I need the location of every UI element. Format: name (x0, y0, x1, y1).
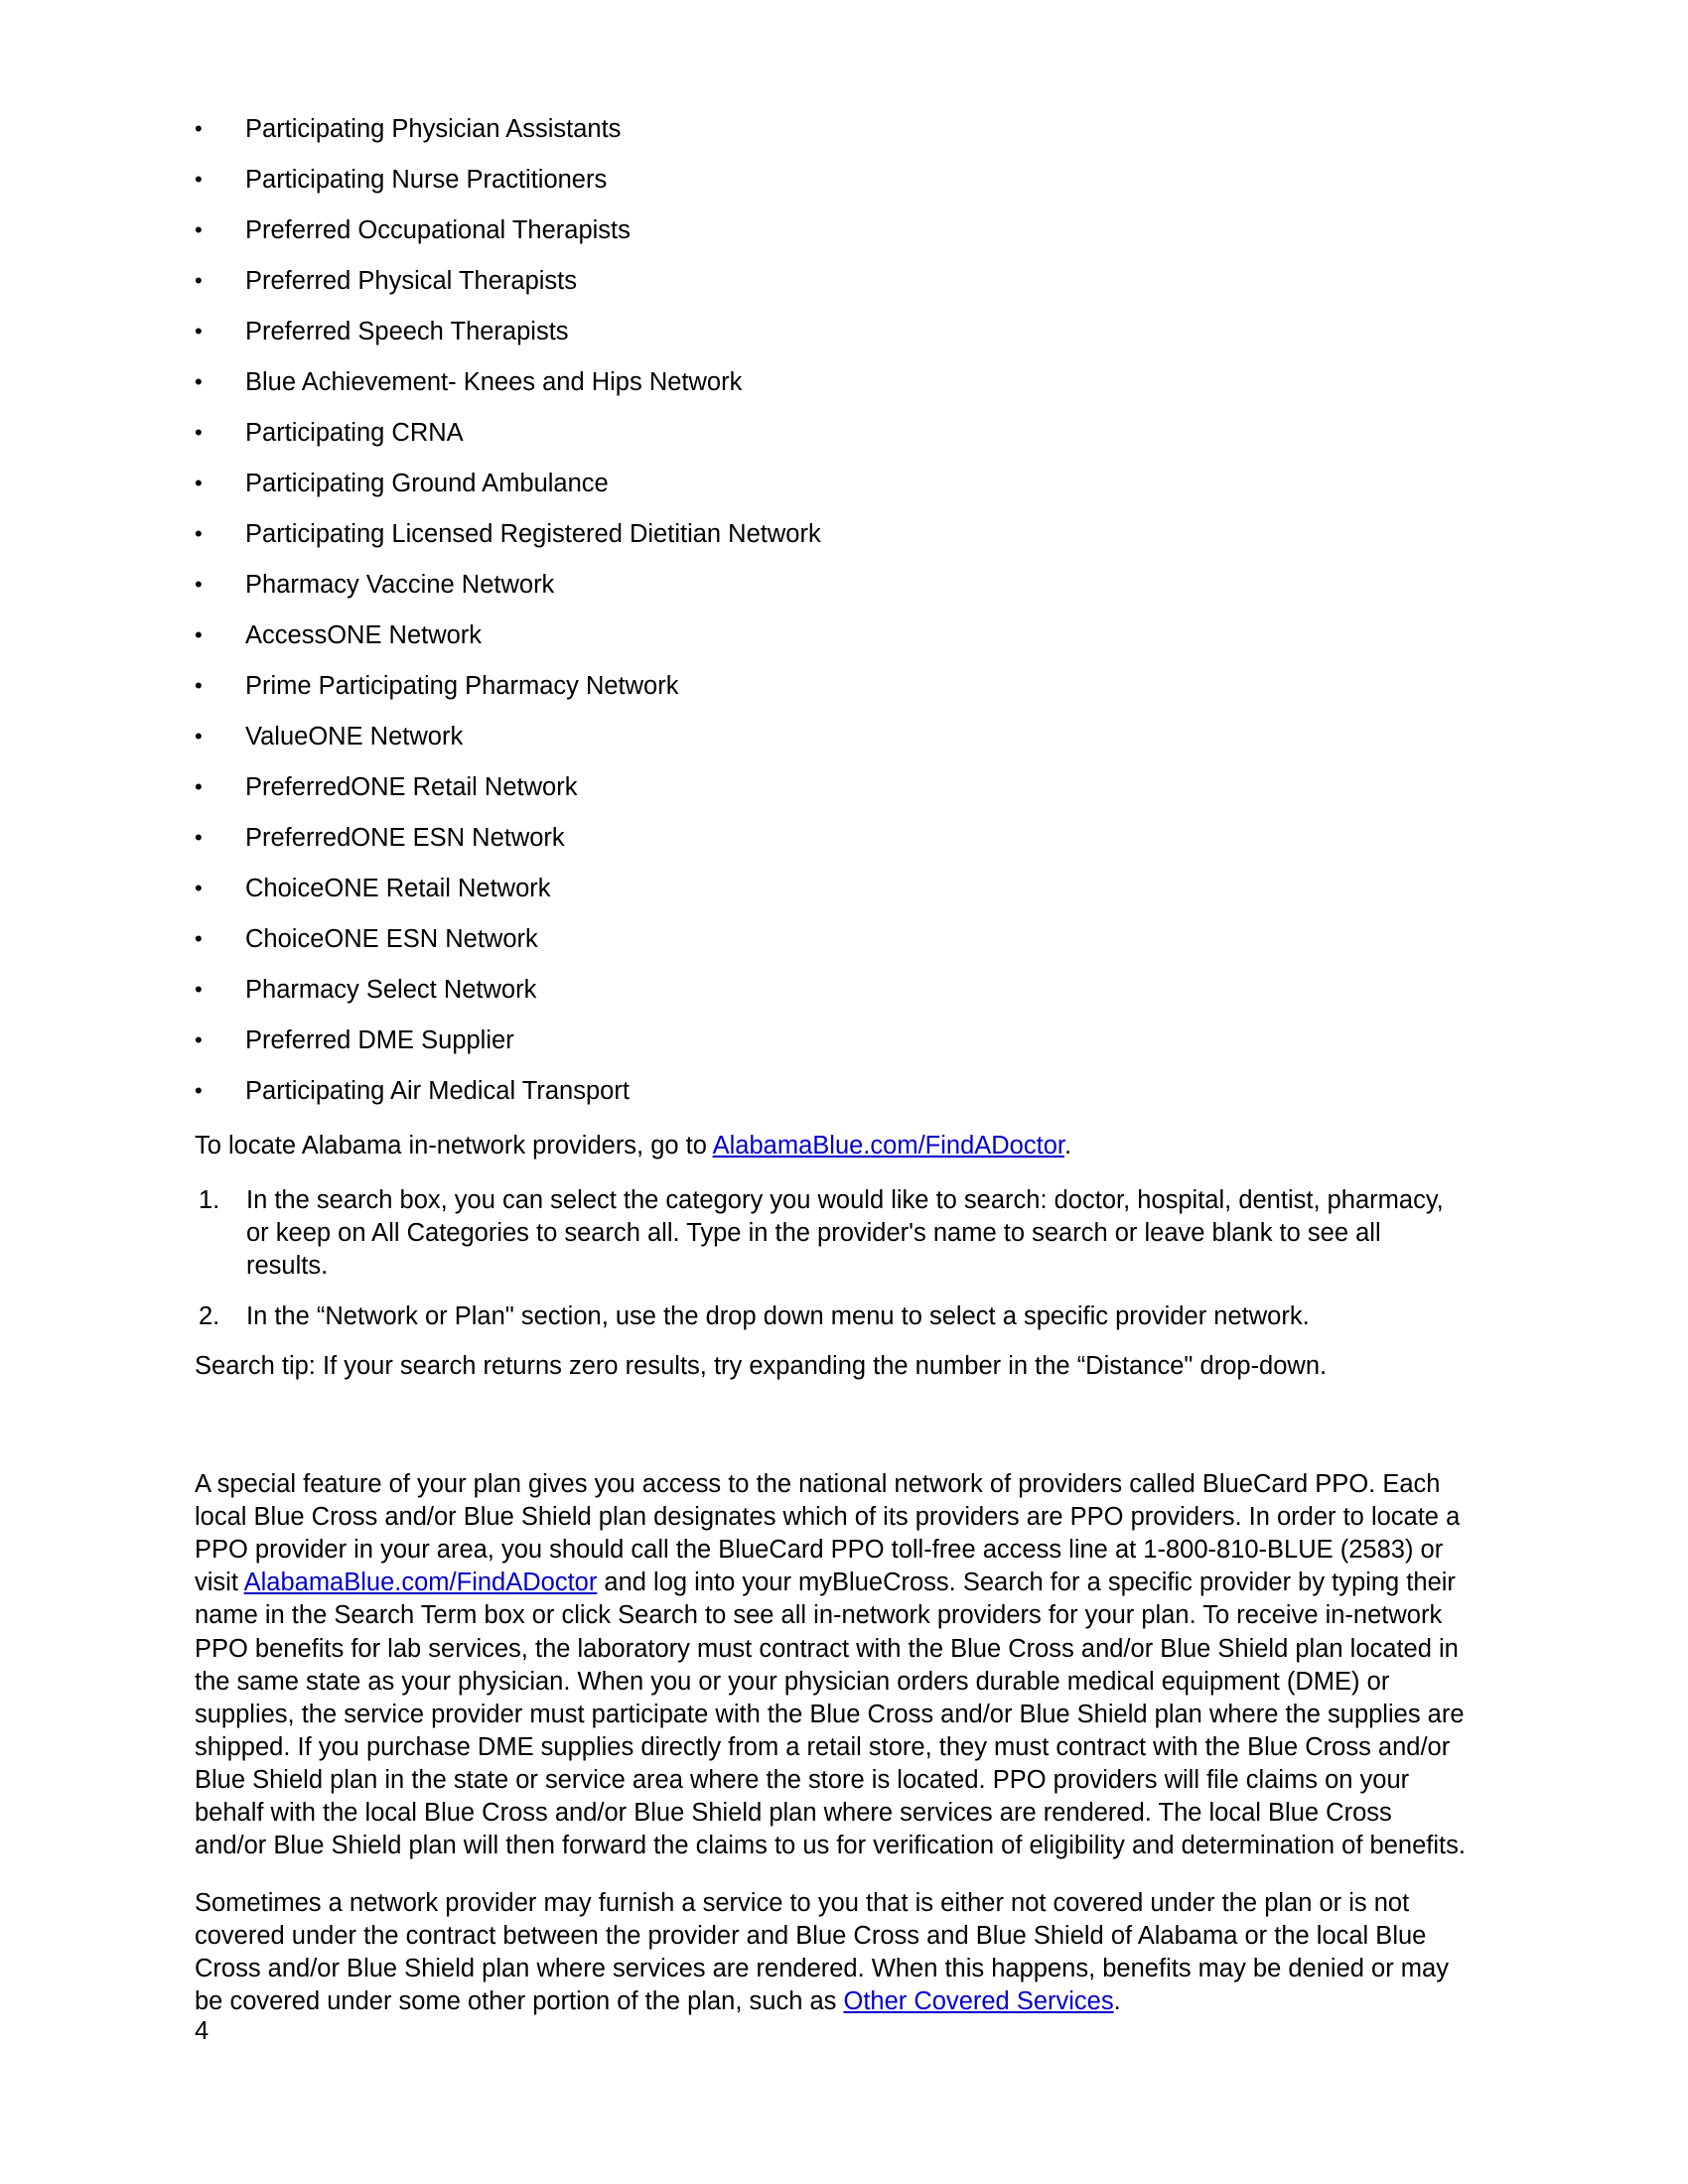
list-item (195, 1184, 1466, 1283)
list-item-label: In the “Network or Plan" section, use the drop down menu to select a specific provider network. (246, 1301, 1310, 1330)
list-item-marker: 2. (199, 1301, 220, 1330)
locate-providers-prefix: To locate Alabama in-network providers, go to (195, 1132, 713, 1160)
bullet-icon: • (195, 420, 203, 445)
bullet-icon: • (195, 876, 203, 900)
bullet-icon: • (195, 825, 203, 850)
locate-providers-suffix: . (1063, 1132, 1072, 1160)
list-item-label: In the search box, you can select the category you would like to search: doctor, hospital, dentist, pharmacy, or keep on All Categories to search all. Type in the provider's name to search or leave blank to see all results. (246, 1186, 1444, 1281)
list-item (195, 370, 1466, 396)
bluecard-ppo-paragraph (195, 1468, 1466, 1863)
list-item-label: ChoiceONE Retail Network (245, 875, 551, 902)
list-item (195, 725, 1466, 751)
bullet-icon: • (195, 217, 203, 242)
sometimes-text-part1: Sometimes a network provider may furnish a service to you that is either not covered under the plan or is not covered under the contract between the provider and Blue Cross and Blue Shield of Alabama or the local Blue Cross and/or Blue Shield plan where services are rendered. When this happens, benefits may be denied or may be covered under some other portion of the plan, such as (195, 1888, 1449, 2015)
section-spacer (195, 1383, 1466, 1468)
list-item (195, 168, 1466, 194)
list-item-label: AccessONE Network (245, 621, 483, 649)
list-item-label: Participating Licensed Registered Dietitian Network (245, 520, 821, 548)
list-item (195, 320, 1466, 345)
list-item (195, 472, 1466, 497)
list-item-label: Prime Participating Pharmacy Network (245, 672, 679, 700)
bullet-icon: • (195, 319, 203, 343)
list-item (195, 1300, 1466, 1333)
list-item (195, 522, 1466, 548)
list-item-label: Preferred Physical Therapists (245, 267, 578, 295)
bullet-icon: • (195, 977, 203, 1002)
list-item-label: Participating Physician Assistants (245, 115, 622, 143)
bullet-icon: • (195, 167, 203, 192)
bullet-icon: • (195, 774, 203, 799)
bullet-icon: • (195, 1078, 203, 1103)
bluecard-text-part2: and log into your myBlueCross. Search for a specific provider by typing their name in the Search Term box or click Search to see all in-network providers for your plan. To receive in-network PPO benefits for lab services, the laboratory must contract with the Blue Cross and/or Blue Shield plan located in the same state as your physician. When you or your physician orders durable medical equipment (DME) or supplies, the service provider must participate with the Blue Cross and/or Blue Shield plan where the supplies are shipped. If you purchase DME supplies directly from a retail store, they must contract with the Blue Cross and/or Blue Shield plan in the state or service area where the store is located. PPO providers will file claims on your behalf with the local Blue Cross and/or Blue Shield plan where services are rendered. The local Blue Cross and/or Blue Shield plan will then forward the claims to us for verification of eligibility and determination of benefits. (195, 1569, 1466, 1860)
list-item-label: Preferred DME Supplier (245, 1026, 514, 1054)
bullet-icon: • (195, 116, 203, 141)
list-item-label: Participating Nurse Practitioners (245, 166, 608, 194)
list-item (195, 927, 1466, 953)
bullet-icon: • (195, 926, 203, 951)
page-content (195, 117, 1466, 2047)
bluecard-text-part1: A special feature of your plan gives you access to the national network of providers called BlueCard PPO. Each local Blue Cross and/or Blue Shield plan designates which of its providers are PPO providers. In order to locate a PPO provider in your area, you should call the BlueCard PPO toll-free access line at 1-800-810-BLUE (2583) or visit (195, 1469, 1461, 1597)
find-a-doctor-link-2[interactable]: AlabamaBlue.com/FindADoctor (243, 1569, 598, 1597)
list-item (195, 623, 1466, 649)
bullet-icon: • (195, 471, 203, 495)
bullet-icon: • (195, 521, 203, 546)
locate-providers-paragraph (195, 1130, 1466, 1162)
list-item (195, 269, 1466, 295)
list-item (195, 573, 1466, 599)
bullet-icon: • (195, 572, 203, 597)
list-item-label: PreferredONE ESN Network (245, 824, 565, 852)
list-item-label: Preferred Speech Therapists (245, 318, 569, 345)
bullet-icon: • (195, 673, 203, 698)
list-item-label: ValueONE Network (245, 723, 464, 751)
list-item-label: Pharmacy Vaccine Network (245, 571, 555, 599)
bullet-icon: • (195, 724, 203, 749)
list-item (195, 117, 1466, 143)
list-item (195, 1079, 1466, 1105)
page-number: 4 (195, 2017, 210, 2046)
non-covered-services-paragraph (195, 1887, 1466, 2019)
bullet-icon: • (195, 1027, 203, 1052)
search-steps-list (195, 1184, 1466, 1333)
list-item-label: Participating CRNA (245, 419, 464, 447)
list-item (195, 218, 1466, 244)
bullet-icon: • (195, 268, 203, 293)
list-item (195, 978, 1466, 1004)
list-item (195, 1028, 1466, 1054)
list-item-label: Blue Achievement- Knees and Hips Network (245, 368, 743, 396)
find-a-doctor-link[interactable]: AlabamaBlue.com/FindADoctor (712, 1132, 1064, 1160)
list-item (195, 877, 1466, 902)
list-item (195, 826, 1466, 852)
list-item (195, 775, 1466, 801)
list-item-label: PreferredONE Retail Network (245, 773, 578, 801)
list-item-label: Pharmacy Select Network (245, 976, 537, 1004)
list-item (195, 674, 1466, 700)
network-bullet-list (195, 117, 1466, 1105)
list-item-label: Preferred Occupational Therapists (245, 216, 631, 244)
bullet-icon: • (195, 369, 203, 394)
search-tip-paragraph: Search tip: If your search returns zero results, try expanding the number in the “Distance" drop-down. (195, 1351, 1328, 1380)
list-item-label: Participating Air Medical Transport (245, 1077, 630, 1105)
sometimes-text-part2: . (1113, 1986, 1121, 2015)
bullet-icon: • (195, 622, 203, 647)
list-item-label: ChoiceONE ESN Network (245, 925, 538, 953)
other-covered-services-link[interactable]: Other Covered Services (843, 1986, 1114, 2015)
list-item-marker: 1. (199, 1186, 220, 1215)
list-item-label: Participating Ground Ambulance (245, 470, 609, 497)
list-item (195, 421, 1466, 447)
